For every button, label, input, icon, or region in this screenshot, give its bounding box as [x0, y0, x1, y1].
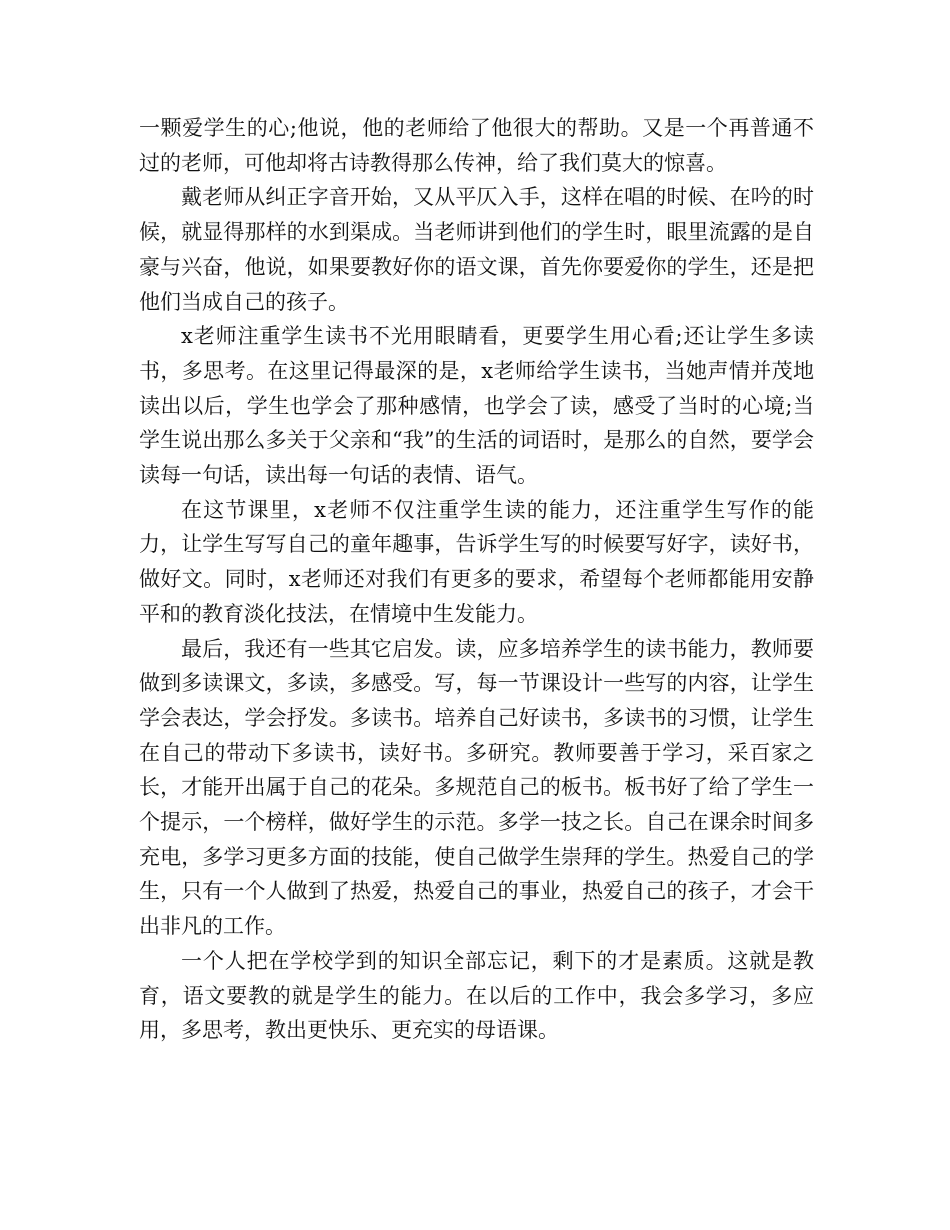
paragraph-3: x老师注重学生读书不光用眼睛看，更要学生用心看;还让学生多读书，多思考。在这里记得最深的是，x老师给学生读书，当她声情并茂地读出以后，学生也学会了那种感情，也学会了读，感受了当时的心境;当学生说出那么多关于父亲和“我”的生活的词语时，是那么的自然，要学会读每一句话，读出每一句话的表情、语气。 — [139, 324, 814, 488]
paragraph-4: 在这节课里，x老师不仅注重学生读的能力，还注重学生写作的能力，让学生写写自己的童年趣事，告诉学生写的时候要写好字，读好书，做好文。同时，x老师还对我们有更多的要求，希望每个老师都能用安静平和的教育淡化技法，在情境中生发能力。 — [139, 497, 814, 626]
paragraph-1: 一颗爱学生的心;他说，他的老师给了他很大的帮助。又是一个再普通不过的老师，可他却将古诗教得那么传神，给了我们莫大的惊喜。 — [139, 116, 814, 175]
paragraph-5: 最后，我还有一些其它启发。读，应多培养学生的读书能力，教师要做到多读课文，多读，多感受。写，每一节课设计一些写的内容，让学生学会表达，学会抒发。多读书。培养自己好读书，多读书的习惯，让学生在自己的带动下多读书，读好书。多研究。教师要善于学习，采百家之长，才能开出属于自己的花朵。多规范自己的板书。板书好了给了学生一个提示，一个榜样，做好学生的示范。多学一技之长。自己在课余时间多充电，多学习更多方面的技能，使自己做学生崇拜的学生。热爱自己的学生，只有一个人做到了热爱，热爱自己的事业，热爱自己的孩子，才会干出非凡的工作。 — [139, 636, 814, 939]
document-body — [139, 111, 814, 1048]
paragraph-2: 戴老师从纠正字音开始，又从平仄入手，这样在唱的时候、在吟的时候，就显得那样的水到渠成。当老师讲到他们的学生时，眼里流露的是自豪与兴奋，他说，如果要教好你的语文课，首先你要爱你的学生，还是把他们当成自己的孩子。 — [139, 185, 814, 314]
paragraph-6: 一个人把在学校学到的知识全部忘记，剩下的才是素质。这就是教育，语文要教的就是学生的能力。在以后的工作中，我会多学习，多应用，多思考，教出更快乐、更充实的母语课。 — [139, 948, 814, 1043]
